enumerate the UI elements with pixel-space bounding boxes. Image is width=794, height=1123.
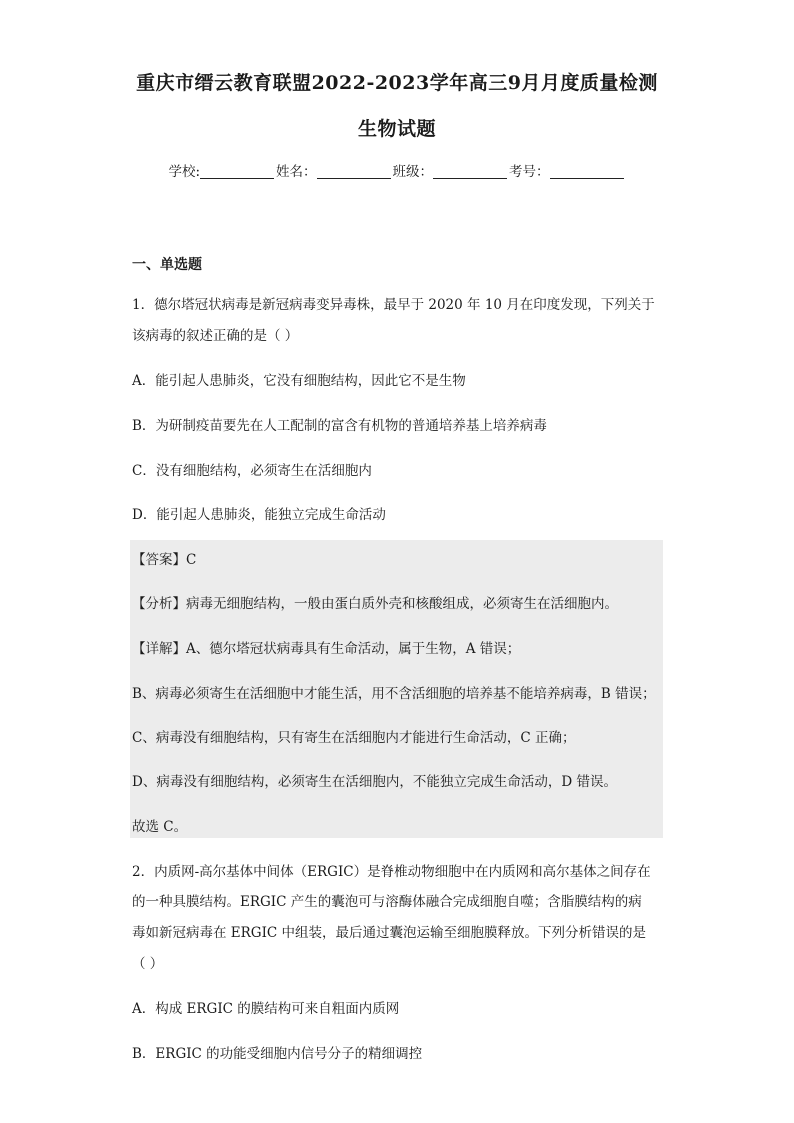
q1-conclusion: 故选 C。 — [132, 819, 188, 835]
q1-detail-line-4: D、病毒没有细胞结构，必须寄生在活细胞内，不能独立完成生命活动，D 错误。 — [132, 774, 617, 790]
q1-answer: 【答案】C — [132, 552, 197, 568]
school-label: 学校: — [168, 164, 201, 180]
class-blank — [433, 164, 507, 179]
q2-stem-line-1: 2．内质网-高尔基体中间体（ERGIC）是脊椎动物细胞中在内质网和高尔基体之间存在 — [132, 864, 651, 880]
q1-analysis: 【分析】病毒无细胞结构，一般由蛋白质外壳和核酸组成，必须寄生在活细胞内。 — [132, 596, 618, 612]
q2-stem-line-4: （ ） — [132, 956, 164, 972]
q1-detail-line-2: B、病毒必须寄生在活细胞中才能生活，用不含活细胞的培养基不能培养病毒，B 错误； — [132, 686, 656, 702]
document-title: 重庆市缙云教育联盟2022-2023学年高三9月月度质量检测 — [136, 72, 658, 94]
section-heading: 一、单选题 — [132, 257, 202, 273]
q1-detail-line-1: 【详解】A、德尔塔冠状病毒具有生命活动，属于生物，A 错误； — [132, 641, 521, 657]
q1-detail-line-3: C、病毒没有细胞结构，只有寄生在活细胞内才能进行生命活动，C 正确； — [132, 730, 576, 746]
q1-option-a: A．能引起人患肺炎，它没有细胞结构，因此它不是生物 — [132, 373, 466, 389]
q2-option-b: B．ERGIC 的功能受细胞内信号分子的精细调控 — [132, 1046, 423, 1062]
q2-stem-line-3: 毒如新冠病毒在 ERGIC 中组装，最后通过囊泡运输至细胞膜释放。下列分析错误的是 — [132, 925, 647, 941]
q2-stem-line-2: 的一种具膜结构。ERGIC 产生的囊泡可与溶酶体融合完成细胞自噬；含脂膜结构的病 — [132, 894, 642, 910]
school-blank — [200, 164, 274, 179]
q1-option-b: B．为研制疫苗要先在人工配制的富含有机物的普通培养基上培养病毒 — [132, 418, 547, 434]
q1-option-c: C．没有细胞结构，必须寄生在活细胞内 — [132, 463, 372, 479]
number-blank — [550, 164, 624, 179]
q1-stem-line-2: 该病毒的叙述正确的是（ ） — [132, 328, 299, 344]
q1-option-d: D．能引起人患肺炎，能独立完成生命活动 — [132, 507, 386, 523]
class-label: 班级： — [392, 164, 434, 180]
name-blank — [317, 164, 391, 179]
document-subtitle: 生物试题 — [357, 118, 436, 140]
q2-option-a: A．构成 ERGIC 的膜结构可来自粗面内质网 — [132, 1001, 400, 1017]
number-label: 考号： — [509, 164, 550, 180]
name-label: 姓名： — [276, 164, 317, 180]
q1-stem-line-1: 1．德尔塔冠状病毒是新冠病毒变异毒株，最早于 2020 年 10 月在印度发现，下列关于 — [132, 297, 655, 313]
student-info-row — [0, 160, 794, 180]
